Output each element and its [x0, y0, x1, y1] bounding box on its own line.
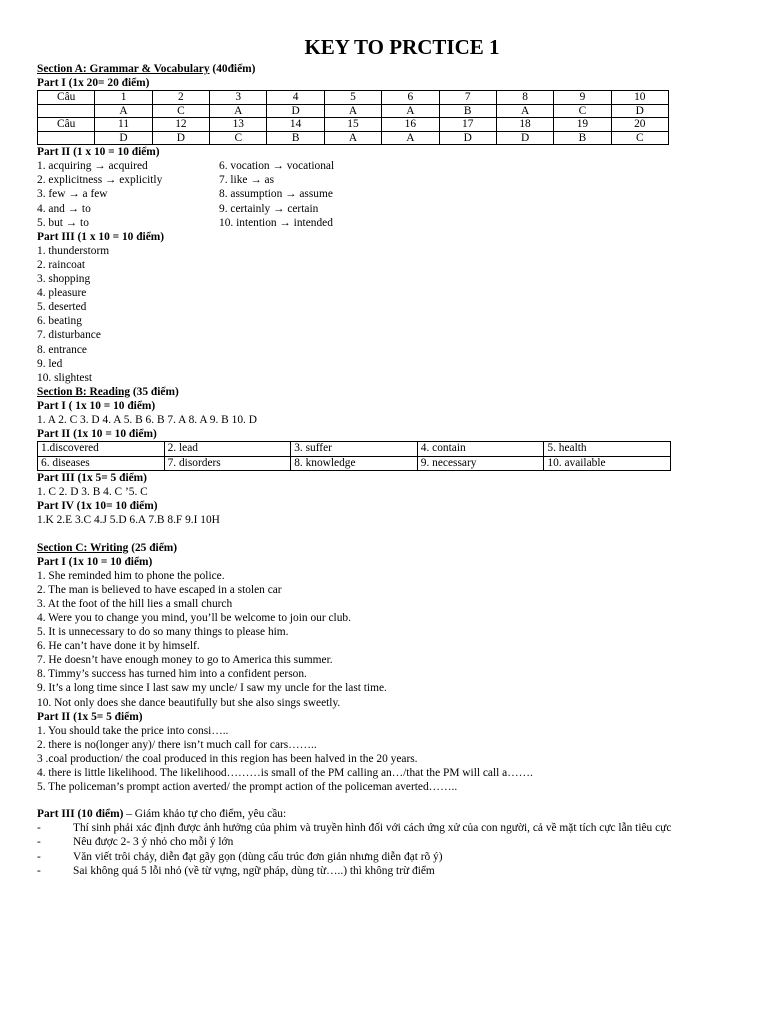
- list-item: 4. pleasure: [37, 287, 87, 300]
- section-c-title: Section C: Writing: [37, 541, 129, 554]
- table-row: [38, 118, 669, 132]
- list-item: 9. certainly → certain: [219, 202, 319, 215]
- table-cell: 9: [554, 91, 611, 105]
- section-c-points: (25 điểm): [128, 541, 178, 554]
- section-b-part3-heading: Part III (1x 5= 5 điểm): [37, 472, 147, 485]
- table-cell: 15: [324, 118, 381, 132]
- table-cell: A: [382, 104, 439, 118]
- list-item: 2. raincoat: [37, 258, 86, 271]
- list-item: 9. It’s a long time since I last saw my uncle/ I saw my uncle for the last time.: [37, 682, 387, 695]
- table-cell: 10. available: [544, 456, 671, 471]
- table-row: [38, 104, 669, 118]
- list-item: 2. there is no(longer any)/ there isn’t much call for cars……..: [37, 738, 317, 751]
- list-item: 8. Timmy’s success has turned him into a confident person.: [37, 668, 307, 681]
- table-row: [38, 456, 671, 471]
- criteria-item: [37, 850, 737, 864]
- table-cell: 4. contain: [417, 442, 544, 457]
- criteria-item: [37, 835, 737, 849]
- section-a-part1-heading: Part I (1x 20= 20 điểm): [37, 77, 150, 90]
- page-title: KEY TO PRCTICE 1: [304, 35, 500, 59]
- table-cell: 10: [611, 91, 668, 105]
- bullet-dash: -: [37, 822, 41, 835]
- table-cell: 19: [554, 118, 611, 132]
- table-cell: C: [210, 131, 267, 145]
- list-item: 6. beating: [37, 315, 82, 328]
- table-cell: 3: [210, 91, 267, 105]
- section-b-part1-answers: 1. A 2. C 3. D 4. A 5. B 6. B 7. A 8. A 9. B 10. D: [37, 413, 257, 426]
- section-a-title: Section A: Grammar & Vocabulary: [37, 63, 210, 75]
- table-cell: 2. lead: [164, 442, 291, 457]
- list-item: 3. shopping: [37, 273, 91, 286]
- section-c-part3-heading-line: [37, 807, 737, 821]
- table-cell: Câu: [38, 91, 95, 105]
- list-item: 1. You should take the price into consi…..: [37, 724, 229, 737]
- table-cell: Câu: [38, 118, 95, 132]
- section-c-part1-answers: [37, 569, 737, 710]
- table-cell: D: [439, 131, 496, 145]
- table-cell: C: [611, 131, 668, 145]
- part2-left-column: [37, 159, 219, 229]
- list-item: 8. assumption → assume: [219, 188, 333, 201]
- list-item: 4. there is little likelihood. The likelihood………is small of the PM calling an…/that the PM will call a…….: [37, 767, 533, 780]
- list-item: 10. intention → intended: [219, 216, 333, 229]
- table-cell: 16: [382, 118, 439, 132]
- spacer: [37, 794, 737, 807]
- list-item: 10. Not only does she dance beautifully but she also sings sweetly.: [37, 696, 341, 709]
- table-cell: C: [554, 104, 611, 118]
- table-cell: 20: [611, 118, 668, 132]
- list-item: 3. At the foot of the hill lies a small church: [37, 597, 233, 610]
- list-item: 6. vocation → vocational: [219, 160, 335, 173]
- section-b-heading: [37, 385, 737, 399]
- list-item: 1. She reminded him to phone the police.: [37, 569, 225, 582]
- list-item: 1. acquiring → acquired: [37, 160, 148, 173]
- criteria-text: Thí sinh phải xác định được ảnh hưởng của phim và truyền hình đối với cách ứng xử của con người, cả về mặt tích cực lẫn tiêu cực: [73, 822, 672, 835]
- table-cell: 12: [152, 118, 209, 132]
- answer-key-page: [37, 34, 737, 878]
- list-item: 9. led: [37, 357, 63, 370]
- table-cell: 1: [95, 91, 152, 105]
- section-c-part2-heading: Part II (1x 5= 5 điểm): [37, 710, 143, 723]
- table-cell: B: [439, 104, 496, 118]
- table-cell: A: [496, 104, 553, 118]
- section-a-part3-answers: [37, 244, 737, 385]
- table-cell: 4: [267, 91, 324, 105]
- bullet-dash: -: [37, 850, 41, 863]
- list-item: 5. deserted: [37, 301, 87, 314]
- list-item: 7. He doesn’t have enough money to go to America this summer.: [37, 654, 333, 667]
- section-b-title: Section B: Reading: [37, 385, 131, 398]
- table-row: [38, 442, 671, 457]
- section-c-part1-heading: Part I (1x 10 = 10 điểm): [37, 555, 153, 568]
- section-c-heading: [37, 541, 737, 555]
- section-b-part4-answers: 1.K 2.E 3.C 4.J 5.D 6.A 7.B 8.F 9.I 10H: [37, 514, 220, 527]
- section-b-part4-heading: Part IV (1x 10= 10 điểm): [37, 500, 158, 513]
- table-cell: 11: [95, 118, 152, 132]
- list-item: 5. The policeman’s prompt action averted/ the prompt action of the policeman averted……..: [37, 781, 458, 794]
- section-a-part2-heading: Part II (1 x 10 = 10 điểm): [37, 146, 160, 159]
- list-item: 2. The man is believed to have escaped in a stolen car: [37, 583, 282, 596]
- criteria-text: Nêu được 2- 3 ý nhỏ cho mỗi ý lớn: [73, 836, 234, 849]
- table-cell: A: [324, 104, 381, 118]
- list-item: 3. few → a few: [37, 188, 108, 201]
- table-cell: D: [152, 131, 209, 145]
- table-cell: 9. necessary: [417, 456, 544, 471]
- table-cell: 5. health: [544, 442, 671, 457]
- table-cell: B: [554, 131, 611, 145]
- table-cell: 6: [382, 91, 439, 105]
- table-cell: 2: [152, 91, 209, 105]
- table-cell: A: [382, 131, 439, 145]
- table-cell: 18: [496, 118, 553, 132]
- list-item: 4. Were you to change you mind, you’ll be welcome to join our club.: [37, 612, 351, 624]
- table-cell: C: [152, 104, 209, 118]
- table-cell: 6. diseases: [38, 456, 165, 471]
- table-cell: 3. suffer: [291, 442, 418, 457]
- table-cell: 8: [496, 91, 553, 105]
- criteria-item: [37, 821, 737, 835]
- table-cell: D: [496, 131, 553, 145]
- table-cell: B: [267, 131, 324, 145]
- part2-right-column: [219, 159, 334, 229]
- section-c-part3-heading: Part III (10 điểm): [37, 808, 124, 821]
- table-cell: D: [95, 131, 152, 145]
- list-item: 6. He can’t have done it by himself.: [37, 640, 200, 653]
- table-cell: 1.discovered: [38, 442, 165, 457]
- list-item: 2. explicitness → explicitly: [37, 174, 163, 187]
- table-cell: 7. disorders: [164, 456, 291, 471]
- table-cell: 13: [210, 118, 267, 132]
- list-item: 3 .coal production/ the coal produced in this region has been halved in the 20 years.: [37, 752, 418, 765]
- section-b-part2-answer-table: [37, 441, 671, 471]
- list-item: 10. slightest: [37, 371, 93, 384]
- table-cell: [38, 131, 95, 145]
- section-b-part1-heading: Part I ( 1x 10 = 10 điểm): [37, 399, 156, 412]
- spacer: [37, 528, 737, 541]
- list-item: 8. entrance: [37, 343, 87, 356]
- section-c-part3-criteria: [37, 821, 737, 877]
- criteria-item: [37, 864, 737, 878]
- list-item: 4. and → to: [37, 202, 91, 215]
- table-row: [38, 91, 669, 105]
- list-item: 1. thunderstorm: [37, 244, 110, 257]
- table-cell: 8. knowledge: [291, 456, 418, 471]
- table-cell: 5: [324, 91, 381, 105]
- bullet-dash: -: [37, 864, 41, 877]
- section-a-part3-heading: Part III (1 x 10 = 10 điểm): [37, 230, 165, 243]
- list-item: 7. like → as: [219, 174, 275, 187]
- table-cell: D: [611, 104, 668, 118]
- bullet-dash: -: [37, 836, 41, 849]
- table-cell: 14: [267, 118, 324, 132]
- table-cell: A: [95, 104, 152, 118]
- table-cell: 7: [439, 91, 496, 105]
- list-item: 5. but → to: [37, 216, 89, 229]
- list-item: 5. It is unnecessary to do so many things to please him.: [37, 626, 289, 639]
- list-item: 7. disturbance: [37, 329, 101, 342]
- table-cell: A: [324, 131, 381, 145]
- section-a-heading: [37, 62, 737, 76]
- section-b-part3-answers: 1. C 2. D 3. B 4. C ’5. C: [37, 486, 148, 499]
- table-cell: [38, 104, 95, 118]
- table-cell: D: [267, 104, 324, 118]
- section-c-part3-intro: – Giám khảo tự cho điểm, yêu cầu:: [123, 808, 287, 821]
- table-cell: 17: [439, 118, 496, 132]
- section-b-part2-heading: Part II (1x 10 = 10 điểm): [37, 428, 157, 441]
- criteria-text: Văn viết trôi chảy, diễn đạt gãy gọn (dùng cấu trúc đơn giản nhưng diễn đạt rõ ý): [73, 850, 443, 863]
- table-row: [38, 131, 669, 145]
- section-b-points: (35 điểm): [130, 385, 179, 398]
- section-c-part2-answers: [37, 724, 737, 794]
- section-a-points: (40điểm): [209, 63, 256, 75]
- table-cell: A: [210, 104, 267, 118]
- section-a-part1-answer-table: [37, 90, 669, 145]
- criteria-text: Sai không quá 5 lỗi nhỏ (về từ vựng, ngữ pháp, dùng từ…..) thì không trừ điểm: [73, 864, 435, 877]
- section-a-part2-answers: [37, 159, 737, 229]
